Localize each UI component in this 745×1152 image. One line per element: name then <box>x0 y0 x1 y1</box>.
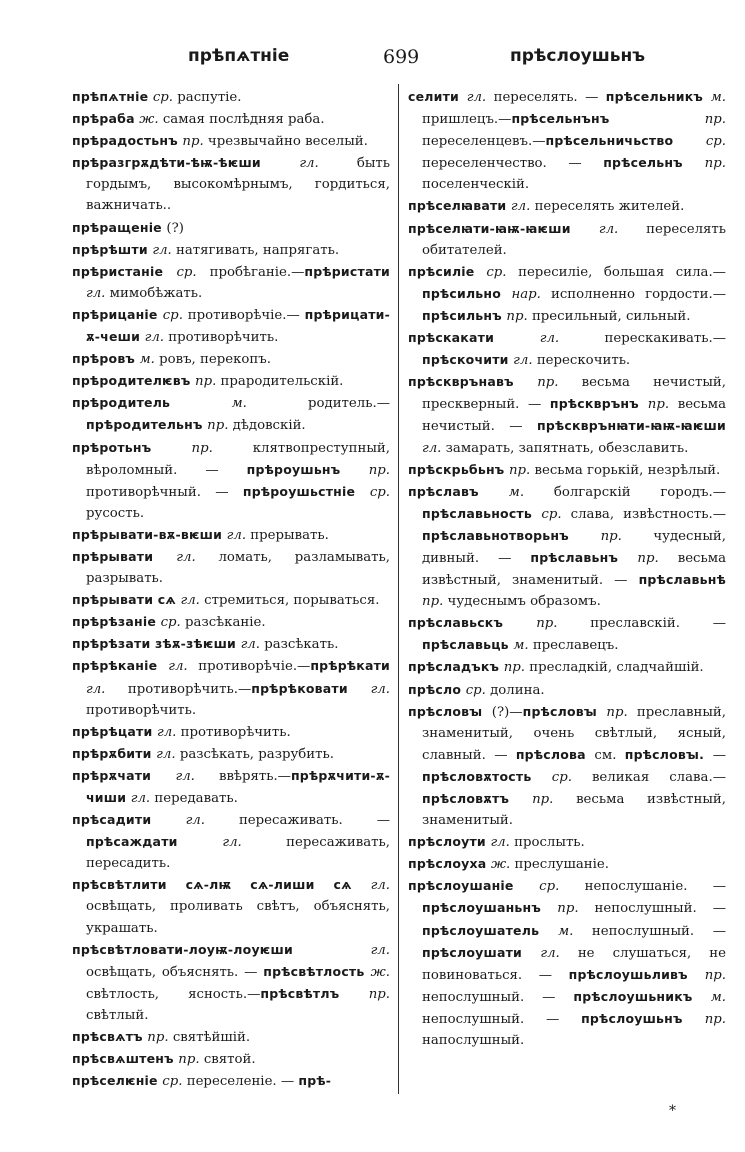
grammar-label: м. <box>558 923 592 939</box>
grammar-label: пр. <box>637 550 678 566</box>
headword: прѣсловѫтъ <box>422 791 533 806</box>
dictionary-entry <box>72 721 390 743</box>
dictionary-entry <box>72 392 390 436</box>
definition-text: долина. <box>490 682 545 698</box>
dictionary-entry <box>408 656 726 678</box>
definition-text: святой. <box>203 1052 256 1068</box>
dictionary-entry <box>72 524 390 546</box>
headword: прѣслоушьнъ <box>581 1010 705 1026</box>
grammar-label: ср. <box>551 769 592 785</box>
dictionary-entry <box>72 1048 390 1070</box>
grammar-label: ср. <box>369 484 390 500</box>
headword: прѣселѥніе <box>72 1073 163 1089</box>
definition-text: ввѣрять.— <box>218 768 291 784</box>
definition-text: чудесный, дивный. — <box>422 528 726 566</box>
headword: прѣровъ <box>72 351 140 367</box>
headword: прѣсвѣтлити сѧ-лѭ сѧ-лиши сѧ <box>72 877 371 893</box>
definition-text: стремиться, порываться. <box>204 593 380 609</box>
dictionary-entry <box>72 655 390 720</box>
grammar-label: гл. <box>370 681 390 697</box>
dictionary-entry <box>72 304 390 348</box>
grammar-label: гл. <box>152 242 176 258</box>
definition-text: прерывать. <box>250 527 329 543</box>
right-catchword: прѣслоушьнъ <box>510 46 646 66</box>
dictionary-entry <box>72 217 390 239</box>
dictionary-entry <box>72 261 390 304</box>
grammar-label: м. <box>513 638 533 654</box>
dictionary-entry <box>408 853 726 875</box>
definition-text: непослушный. — <box>591 923 726 939</box>
dictionary-entry <box>72 86 390 108</box>
definition-text: самая послѣдняя раба. <box>162 112 325 128</box>
grammar-label: гл. <box>86 285 110 301</box>
headword: прѣславьнѣ <box>638 572 726 588</box>
definition-text: болгарскій городъ.— <box>553 484 726 500</box>
headword: прѣскврънꙗти-ꙗѭ-ꙗѥши <box>536 418 726 434</box>
grammar-label: гл. <box>130 791 155 806</box>
definition-text: преславскій. — <box>590 616 726 632</box>
definition-text: переселять обитателей. <box>422 221 726 258</box>
headword: прѣрѫчати <box>72 767 176 783</box>
definition-text: преслушаніе. <box>514 857 609 873</box>
definition-text: противорѣчный. — <box>86 484 243 500</box>
definition-text: весьма горькій, незрѣлый. <box>534 462 721 478</box>
grammar-label: пр. <box>506 308 532 324</box>
grammar-label: м. <box>231 396 308 412</box>
definition-text: пресильный, сильный. <box>531 308 691 324</box>
dictionary-entry <box>72 743 390 765</box>
grammar-label: ср. <box>486 264 519 280</box>
definition-text: прослыть. <box>514 835 585 851</box>
definition-text: весьма нечистый, прескверный. — <box>422 375 726 413</box>
page-header <box>70 46 726 76</box>
grammar-label: гл. <box>510 199 535 215</box>
grammar-label: гл. <box>176 549 219 565</box>
grammar-label: гл. <box>466 90 494 105</box>
left-catchword: прѣпѧтніе <box>188 46 290 66</box>
dictionary-entry <box>72 589 390 611</box>
definition-text: переселенцевъ.— <box>422 134 546 150</box>
grammar-label: пр. <box>147 1030 173 1046</box>
grammar-label: ср. <box>162 1074 187 1090</box>
headword: прѣсельникъ <box>605 89 711 104</box>
grammar-label: ср. <box>541 506 571 522</box>
grammar-label: пр. <box>537 375 582 391</box>
definition-text: натягивать, напрягать. <box>176 242 340 258</box>
definition-text: преславный, знаменитый, очень свѣтлый, ясный, славный. — <box>422 704 726 763</box>
headword: прѣротьнъ <box>72 439 192 455</box>
headword: прѣсильнъ <box>422 307 507 323</box>
grammar-label: ср. <box>705 134 726 150</box>
grammar-label: нар. <box>511 286 551 302</box>
headword: прѣсельнъ <box>603 155 705 171</box>
grammar-label: пр. <box>503 660 530 676</box>
definition-text: чудеснымъ образомъ. <box>447 594 601 610</box>
headword: прѣсладъкъ <box>408 659 504 675</box>
grammar-label: гл. <box>422 440 446 456</box>
headword: прѣрѣканіе <box>72 658 169 674</box>
headword: прѣрицаніе <box>72 306 163 322</box>
grammar-label: пр. <box>532 792 577 807</box>
headword: прѣславьнъ <box>530 549 638 565</box>
definition-text: ломать, разламывать, разрывать. <box>86 549 391 587</box>
headword: прѣрѫбити <box>72 745 157 761</box>
headword: прѣрѣзаніе <box>72 614 161 630</box>
headword: прѣрывати-вѫ-вѥши <box>72 526 227 542</box>
grammar-label: ж. <box>139 112 163 128</box>
grammar-label: гл. <box>156 746 180 762</box>
definition-text: противорѣчить. <box>86 702 197 718</box>
headword: селити <box>408 89 467 104</box>
headword: прѣроушьнъ <box>246 461 369 477</box>
headword: прѣскочити <box>422 352 514 368</box>
page-number: 699 <box>383 46 420 68</box>
headword: прѣселꙗвати <box>408 198 511 214</box>
definition-text: пересаживать, пересадить. <box>86 835 390 872</box>
headword: прѣсвѣтлъ <box>260 985 369 1001</box>
definition-text: русость. <box>86 505 145 521</box>
headword: прѣсельнънъ <box>511 111 705 127</box>
headword: прѣслоушати <box>422 944 541 960</box>
headword: прѣслоушьливъ <box>568 966 705 982</box>
dictionary-entry <box>72 370 390 392</box>
headword: прѣсловꙑ. <box>624 746 713 762</box>
headword: прѣпѧтніе <box>72 89 153 104</box>
dictionary-entry <box>72 611 390 633</box>
grammar-label: ср. <box>152 90 178 105</box>
dictionary-entry <box>408 86 726 195</box>
headword: прѣславъ <box>408 483 509 499</box>
headword: прѣраба <box>72 111 140 127</box>
definition-text: прародительскій. <box>220 374 344 390</box>
definition-text: непослушный. — <box>422 1011 582 1027</box>
grammar-label: гл. <box>226 527 251 543</box>
headword: прѣселꙗти-ꙗѭ-ꙗѥши <box>408 220 599 236</box>
definition-text: разсѣкать. <box>264 637 339 653</box>
dictionary-entry <box>72 348 390 370</box>
headword: прѣславьскъ <box>408 615 537 631</box>
definition-text: весьма нечистый. — <box>422 397 727 435</box>
definition-text: противорѣчить.— <box>127 681 252 697</box>
grammar-label: гл. <box>222 835 287 851</box>
grammar-label: гл. <box>185 813 239 829</box>
grammar-label: пр. <box>600 528 654 544</box>
headword: прѣслоушаніе <box>408 878 540 894</box>
definition-text: весьма извѣстный, знаменитый. — <box>422 550 727 589</box>
definition-text: пересиліе, большая сила.— <box>518 264 726 280</box>
headword: прѣславьць <box>422 637 514 653</box>
definition-text: ровъ, перекопъ. <box>159 352 271 368</box>
definition-text: перескочить. <box>536 353 631 369</box>
headword: прѣсиліе <box>408 263 487 279</box>
grammar-label: гл. <box>540 945 578 961</box>
headword: прѣсаждати <box>86 834 223 850</box>
grammar-label: пр. <box>606 704 637 720</box>
definition-text: исполненно гордости.— <box>550 286 727 302</box>
dictionary-entry <box>72 633 390 655</box>
headword: прѣразгрѫдѣти-ѣѭ-ѣѥши <box>72 155 300 171</box>
headword: прѣсильно <box>422 285 512 301</box>
headword: прѣслоушатель <box>422 922 559 938</box>
grammar-label: гл. <box>299 156 357 172</box>
grammar-label: гл. <box>513 353 537 369</box>
definition-text: противорѣчить. <box>168 330 279 346</box>
definition-text: разсѣканіе. <box>185 615 266 631</box>
grammar-label: пр. <box>178 1052 204 1068</box>
definition-text: см. <box>594 747 625 763</box>
grammar-label: гл. <box>240 637 265 653</box>
definition-text: мимобѣжать. <box>109 285 203 301</box>
dictionary-entry <box>408 612 726 656</box>
headword: прѣсельничьство <box>545 133 706 149</box>
definition-text: освѣщать, объяснять. — <box>86 964 264 980</box>
dictionary-entry <box>72 108 390 130</box>
dictionary-entry <box>408 679 726 701</box>
headword: прѣслова <box>515 746 595 762</box>
headword: прѣродитель <box>72 395 232 411</box>
definition-text: переселенчество. — <box>422 156 604 172</box>
definition-text: распутіе. <box>177 90 242 105</box>
definition-text: пробѣганіе.— <box>209 264 305 280</box>
headword: прѣродителѥвъ <box>72 373 195 389</box>
dictionary-entry <box>72 874 390 938</box>
definition-text: переселеніе. — <box>186 1074 299 1090</box>
grammar-label: пр. <box>368 462 390 478</box>
headword: прѣсловꙑ <box>522 703 607 719</box>
grammar-label: гл. <box>156 724 181 740</box>
definition-text: великая слава.— <box>591 769 726 785</box>
definition-text: противорѣчіе.— <box>187 307 305 323</box>
definition-text: клятвопреступный, вѣроломный. — <box>86 440 390 478</box>
headword: прѣславьность <box>422 505 542 521</box>
definition-text: противорѣчить. <box>180 724 291 740</box>
dictionary-entry <box>72 939 390 1026</box>
definition-text: свѣтлый. <box>86 1007 149 1023</box>
grammar-label: гл. <box>539 331 605 347</box>
headword: прѣрѣковати <box>251 680 371 696</box>
definition-text: пришлецъ.— <box>422 112 512 128</box>
grammar-label: пр. <box>536 616 591 632</box>
grammar-label: ср. <box>162 307 188 323</box>
headword: прѣсвѧтъ <box>72 1029 148 1045</box>
dictionary-entry <box>72 765 390 809</box>
dictionary-entry <box>72 239 390 261</box>
definition-text: слава, извѣстность.— <box>570 506 727 522</box>
headword: прѣрѣзати зѣѫ-зѣѥши <box>72 636 241 652</box>
dictionary-entry <box>408 327 726 371</box>
definition-text: разсѣкать, разрубить. <box>179 746 334 762</box>
grammar-label: м. <box>508 484 554 500</box>
headword: прѣсадити <box>72 812 186 828</box>
headword: прѣславьнотворьнъ <box>422 527 601 543</box>
headword: прѣскрьбьнъ <box>408 461 509 477</box>
definition-text: перескакивать.— <box>604 331 726 347</box>
grammar-label: гл. <box>598 221 647 237</box>
headword: прѣрѣцати <box>72 723 157 739</box>
left-column <box>72 86 390 1092</box>
definition-text: противорѣчіе.— <box>198 659 311 675</box>
dictionary-entry <box>408 195 726 217</box>
grammar-label: пр. <box>647 397 678 413</box>
dictionary-entry <box>408 875 726 1051</box>
headword: прѣроушьстніе <box>242 483 370 499</box>
definition-text: святѣйшій. <box>172 1030 251 1046</box>
definition-text: — <box>712 747 726 763</box>
definition-text: пресладкій, сладчайшій. <box>529 660 704 676</box>
dictionary-entry <box>72 1026 390 1048</box>
grammar-label: пр. <box>704 156 726 172</box>
grammar-label: пр. <box>422 594 448 610</box>
grammar-label: ср. <box>539 879 585 895</box>
headword: прѣращеніе <box>72 219 167 235</box>
headword: прѣристати <box>304 263 390 279</box>
headword: прѣрывати <box>72 548 177 564</box>
footer-mark: * <box>669 1103 676 1119</box>
headword: прѣслоути <box>408 834 491 850</box>
definition-text: не слушаться, не повиноваться. — <box>422 945 726 983</box>
grammar-label: ж. <box>370 964 390 980</box>
grammar-label: пр. <box>508 462 535 478</box>
dictionary-entry <box>408 701 726 832</box>
definition-text: (?)— <box>491 704 523 720</box>
grammar-label: м. <box>710 90 726 105</box>
headword: прѣсло <box>408 681 466 697</box>
headword: прѣсвѧштенъ <box>72 1051 179 1067</box>
dictionary-entry <box>72 437 390 524</box>
grammar-label: пр. <box>191 440 253 456</box>
dictionary-entry <box>408 371 726 458</box>
grammar-label: ж. <box>490 857 515 873</box>
dictionary-entry <box>72 809 390 874</box>
headword: прѣрѫчити-ѫ-чиши <box>86 767 390 805</box>
dictionary-entry <box>72 130 390 152</box>
headword: прѣродительнъ <box>86 417 208 433</box>
grammar-label: ср. <box>176 264 210 280</box>
definition-text: поселенческій. <box>422 177 530 193</box>
dictionary-entry <box>408 831 726 853</box>
headword: прѣсловѫтость <box>422 768 552 784</box>
headword: прѣскврънъ <box>549 396 648 412</box>
right-column <box>408 86 726 1051</box>
grammar-label: пр. <box>704 1011 727 1027</box>
dictionary-entry <box>408 261 726 327</box>
grammar-label: м. <box>139 352 160 368</box>
definition-text: непослушаніе. — <box>584 879 726 895</box>
dictionary-entry <box>408 481 726 613</box>
grammar-label: м. <box>710 989 727 1005</box>
headword: прѣрѣкати <box>310 658 390 674</box>
grammar-label: пр. <box>207 418 233 434</box>
definition-text: дѣдовскій. <box>232 418 306 434</box>
dictionary-entry <box>72 152 390 216</box>
headword: прѣскврънавъ <box>408 374 538 390</box>
headword: прѣсвѣтловати-лоуѭ-лоуѥши <box>72 941 371 957</box>
dictionary-entry <box>408 459 726 481</box>
grammar-label: ср. <box>160 615 185 631</box>
grammar-label: ср. <box>465 682 491 698</box>
grammar-label: гл. <box>370 942 390 958</box>
headword: прѣсвѣтлость <box>263 963 371 979</box>
definition-text: напослушный. <box>422 1033 525 1049</box>
headword: прѣристаніе <box>72 263 177 279</box>
definition-text: быть гордымъ, высокомѣрнымъ, гордиться, важничать.. <box>86 156 391 214</box>
grammar-label: гл. <box>175 768 219 784</box>
definition-text: непослушный. — <box>422 989 574 1005</box>
definition-text: свѣтлость, ясность.— <box>86 986 261 1002</box>
definition-text: чрезвычайно веселый. <box>207 134 368 150</box>
headword: прѣрадостьнъ <box>72 133 183 149</box>
dictionary-entry <box>72 1070 390 1092</box>
definition-text: родитель.— <box>307 396 390 412</box>
dictionary-entry <box>72 546 390 589</box>
grammar-label: гл. <box>490 835 515 851</box>
definition-text: преславецъ. <box>532 638 619 654</box>
grammar-label: пр. <box>195 374 221 390</box>
grammar-label: гл. <box>180 593 205 609</box>
dictionary-entry <box>408 218 726 261</box>
definition-text: пересаживать. — <box>238 813 391 829</box>
grammar-label: пр. <box>557 901 595 917</box>
grammar-label: пр. <box>182 134 208 150</box>
definition-text: (?) <box>166 220 184 236</box>
definition-text: переселять. — <box>493 90 606 105</box>
definition-text: передавать. <box>154 791 238 806</box>
definition-text: весьма извѣстный, знаменитый. <box>422 792 727 829</box>
headword: прѣрицати-ѫ-чеши <box>86 306 390 345</box>
headword: прѣсловꙑ <box>408 703 492 719</box>
column-divider <box>398 84 399 1094</box>
grammar-label: пр. <box>704 967 726 983</box>
definition-text: освѣщать, проливать свѣтъ, объяснять, украшать. <box>86 899 390 936</box>
grammar-label: гл. <box>86 681 128 697</box>
headword: прѣ- <box>298 1073 332 1089</box>
grammar-label: пр. <box>704 112 726 128</box>
headword: прѣрѣшти <box>72 241 153 257</box>
headword: прѣскакати <box>408 330 540 346</box>
grammar-label: гл. <box>168 659 199 675</box>
definition-text: замарать, запятнать, обезславить. <box>445 440 689 456</box>
grammar-label: гл. <box>144 330 169 346</box>
definition-text: переселять жителей. <box>534 199 685 215</box>
definition-text: непослушный. — <box>594 901 726 917</box>
headword: прѣслоушаньнъ <box>422 900 558 916</box>
headword: прѣслоуха <box>408 856 491 872</box>
headword: прѣслоушьникъ <box>573 988 711 1004</box>
headword: прѣрывати сѧ <box>72 592 181 608</box>
grammar-label: пр. <box>368 986 390 1002</box>
grammar-label: гл. <box>370 878 390 894</box>
